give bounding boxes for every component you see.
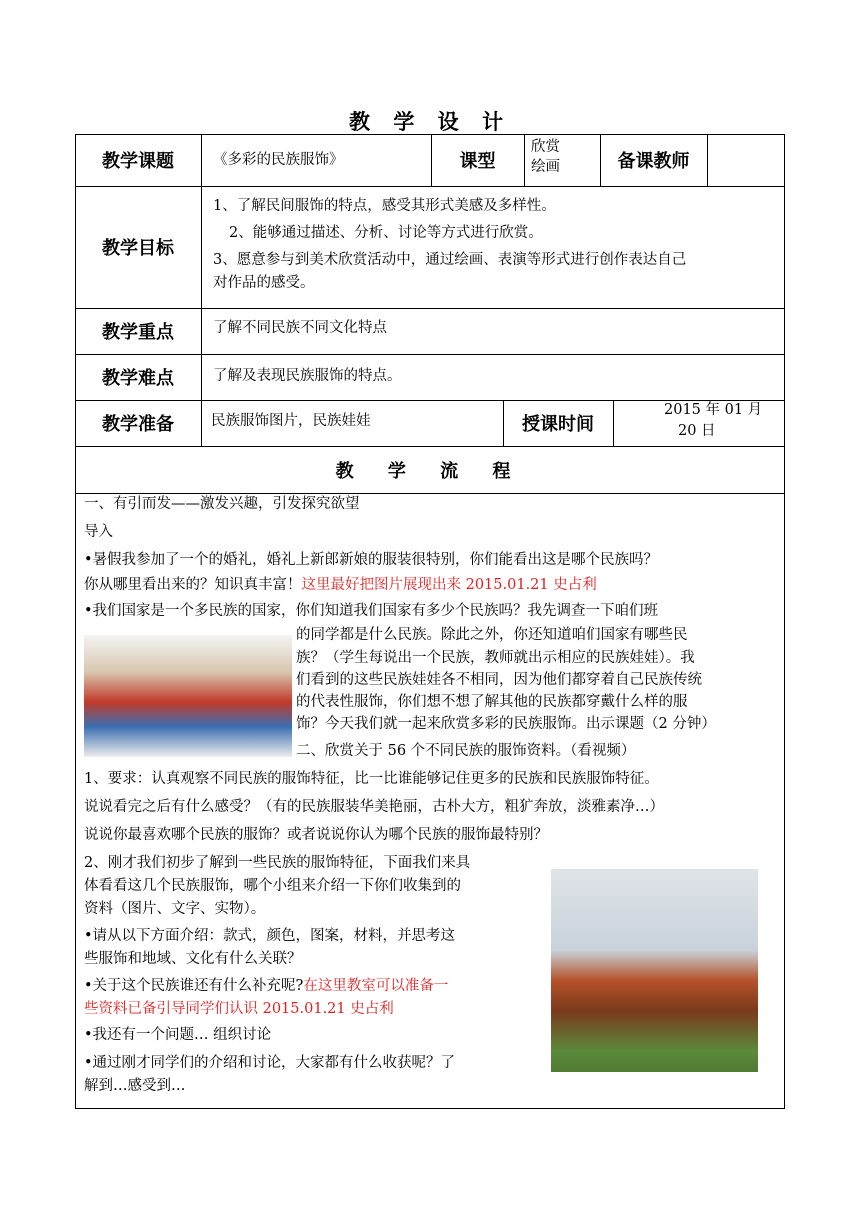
reviewer-comment: 这里最好把图片展现出来 2015.01.21 史占利	[301, 577, 597, 593]
flow-paragraph: •我还有一个问题… 组织讨论	[84, 1027, 272, 1043]
key-point-value: 了解不同民族不同文化特点	[213, 320, 387, 336]
col-divider	[707, 134, 708, 186]
time-label: 授课时间	[522, 414, 594, 435]
flow-paragraph: 解到…感受到…	[84, 1078, 186, 1094]
teacher-label: 备课教师	[617, 151, 690, 172]
flow-section-1-heading: 一、有引而发——激发兴趣，引发探究欲望	[84, 496, 360, 512]
flow-paragraph: 2、刚才我们初步了解到一些民族的服饰特征，下面我们来具	[84, 855, 471, 871]
flow-intro-label: 导入	[84, 524, 113, 540]
time-value: 2015 年 01 月 20 日	[664, 402, 763, 439]
goal-line-3: 3、愿意参与到美术欣赏活动中，通过绘画、表演等形式进行创作表达自己	[213, 252, 687, 268]
goals-label: 教学目标	[102, 238, 174, 259]
goal-line-4: 对作品的感受。	[213, 275, 315, 291]
flow-paragraph: 族？（学生每说出一个民族，教师就出示相应的民族娃娃）。我	[296, 650, 695, 666]
difficulty-value: 了解及表现民族服饰的特点。	[213, 368, 402, 384]
lesson-type-value: 欣赏 绘画	[531, 139, 560, 175]
reviewer-comment: 在这里教室可以准备一	[303, 978, 449, 994]
reviewer-comment: 些资料已备引导同学们认识 2015.01.21 史占利	[84, 1001, 394, 1017]
difficulty-label: 教学难点	[102, 368, 174, 389]
flow-paragraph: 些服饰和地域、文化有什么关联？	[84, 951, 302, 967]
flow-paragraph: 的同学都是什么民族。除此之外，你还知道咱们国家有哪些民	[296, 627, 688, 643]
flow-title: 教 学 流 程	[335, 461, 525, 482]
col-divider	[524, 134, 525, 186]
key-point-label: 教学重点	[102, 322, 174, 343]
col-divider	[201, 134, 202, 446]
flow-paragraph: •我们国家是一个多民族的国家，你们知道我们国家有多少个民族吗？我先调查一下咱们班	[84, 603, 659, 619]
flow-paragraph: 说说你最喜欢哪个民族的服饰？或者说说你认为哪个民族的服饰最特别？	[84, 827, 548, 843]
flow-paragraph: 说说看完之后有什么感受？（有的民族服装华美艳丽，古朴大方，粗犷奔放，淡雅素净…）	[84, 799, 664, 815]
flow-paragraph: •通过刚才同学们的介绍和讨论，大家都有什么收获呢？了	[84, 1055, 456, 1071]
tibetan-costume-photo	[551, 869, 758, 1072]
flow-paragraph: 体看看这几个民族服饰，哪个小组来介绍一下你们收集到的	[84, 878, 461, 894]
flow-section-2-heading: 二、欣赏关于 56 个不同民族的服饰资料。（看视频）	[296, 743, 636, 759]
flow-paragraph: 的代表性服饰，你们想不想了解其他的民族都穿戴什么样的服	[296, 694, 688, 710]
flow-paragraph: 资料（图片、文字、实物）。	[84, 901, 266, 917]
flow-paragraph: •暑假我参加了一个的婚礼，婚礼上新郎新娘的服装很特别，你们能看出这是哪个民族吗？	[84, 552, 659, 568]
goal-line-2: 2、能够通过描述、分析、讨论等方式进行欣赏。	[229, 225, 543, 241]
flow-paragraph: 你从哪里看出来的？知识真丰富！这里最好把图片展现出来 2015.01.21 史占利	[84, 577, 597, 593]
document-title: 教 学 设 计	[349, 110, 511, 134]
lesson-type-label: 课型	[459, 151, 496, 172]
prep-value: 民族服饰图片，民族娃娃	[211, 413, 371, 429]
topic-value: 《多彩的民族服饰》	[213, 152, 344, 168]
flow-paragraph: 们看到的这些民族娃娃各不相同，因为他们都穿着自己民族传统	[296, 672, 702, 688]
flow-paragraph: •请从以下方面介绍：款式，颜色，图案，材料，并思考这	[84, 928, 456, 944]
prep-label: 教学准备	[102, 414, 174, 435]
row-divider	[75, 446, 785, 447]
flow-paragraph: 1、要求：认真观察不同民族的服饰特征，比一比谁能够记住更多的民族和民族服饰特征。	[84, 771, 659, 787]
ethnic-costume-group-photo	[84, 635, 292, 757]
topic-label: 教学课题	[102, 151, 174, 172]
goal-line-1: 1、了解民间服饰的特点，感受其形式美感及多样性。	[213, 198, 556, 214]
flow-paragraph: 饰？今天我们就一起来欣赏多彩的民族服饰。出示课题（2 分钟）	[296, 716, 716, 732]
flow-paragraph: •关于这个民族谁还有什么补充呢?在这里教室可以准备一	[84, 978, 449, 994]
col-divider	[613, 400, 614, 446]
